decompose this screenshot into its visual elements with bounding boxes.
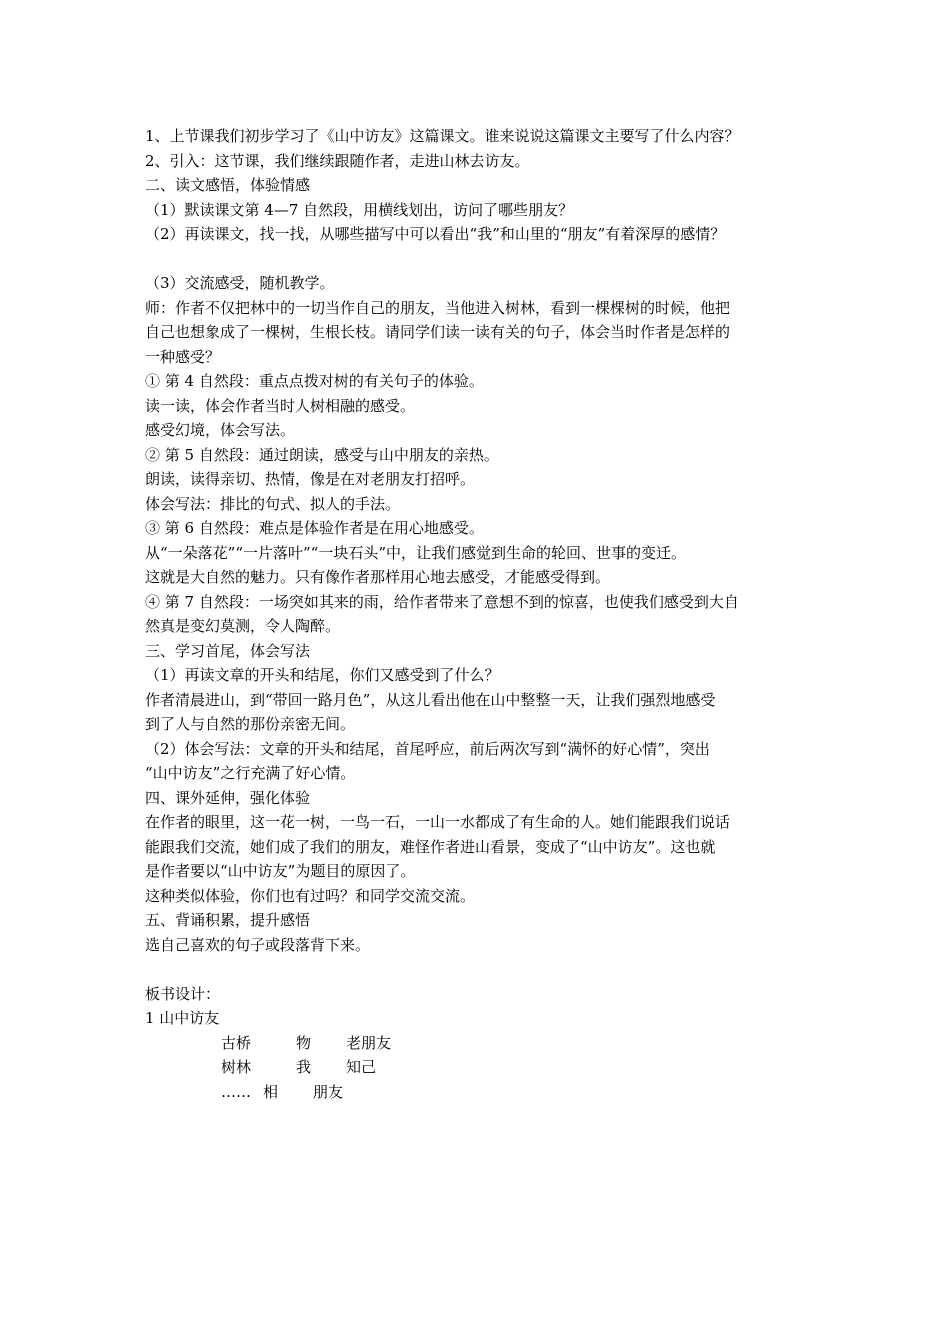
line-20: ④ 第 7 自然段：一场突如其来的雨，给作者带来了意想不到的惊喜，也使我们感受到大自 <box>145 592 739 611</box>
line-15: 朗读，读得亲切、热情，像是在对老朋友打招呼。 <box>145 470 476 488</box>
line-34: 选自己喜欢的句子或段落背下来。 <box>145 935 371 954</box>
blank-line <box>145 957 815 982</box>
line-25: 到了人与自然的那份亲密无间。 <box>145 715 356 733</box>
line-30: 能跟我们交流，她们成了我们的朋友，难怪作者进山看景，变成了“山中访友”。这也就 <box>145 837 716 856</box>
board-cell: 相 <box>263 1082 279 1101</box>
board-title: 1 山中访友 <box>145 1009 220 1027</box>
board-cell: 物 <box>296 1033 312 1052</box>
line-21: 然真是变幻莫测，令人陶醉。 <box>145 617 341 635</box>
board-cell: 树林 <box>221 1058 252 1076</box>
document-body <box>145 124 815 1104</box>
board-cell: 知己 <box>346 1058 377 1076</box>
section-heading-5: 五、背诵积累，提升感悟 <box>145 911 311 929</box>
board-cell: …… <box>221 1082 251 1101</box>
line-31: 是作者要以“山中访友”为题目的原因了。 <box>145 862 416 880</box>
board-cell: 古桥 <box>221 1033 252 1052</box>
line-8: 师：作者不仅把林中的一切当作自己的朋友，当他进入树林，看到一棵棵树的时候，他把 <box>145 298 731 317</box>
line-19: 这就是大自然的魅力。只有像作者那样用心地去感受，才能感受得到。 <box>145 568 611 586</box>
line-27: “山中访友”之行充满了好心情。 <box>145 764 356 782</box>
line-23: （1）再读文章的开头和结尾，你们又感受到了什么？ <box>145 666 500 684</box>
line-18: 从“一朵落花”“一片落叶”“一块石头”中，让我们感觉到生命的轮回、世事的变迁。 <box>145 543 687 562</box>
line-1: 1、上节课我们初步学习了《山中访友》这篇课文。谁来说说这篇课文主要写了什么内容？ <box>145 127 740 145</box>
line-24: 作者清晨进山，到“带回一路月色”，从这儿看出他在山中整整一天，让我们强烈地感受 <box>145 690 716 709</box>
section-heading-4: 四、课外延伸，强化体验 <box>145 788 311 807</box>
line-9: 自己也想象成了一棵树，生根长枝。请同学们读一读有关的句子，体会当时作者是怎样的 <box>145 323 731 341</box>
line-10: 一种感受？ <box>145 347 221 366</box>
section-heading-3: 三、学习首尾，体会写法 <box>145 641 311 660</box>
line-32: 这种类似体验，你们也有过吗？和同学交流交流。 <box>145 886 476 905</box>
board-cell: 我 <box>296 1058 312 1076</box>
line-26: （2）体会写法：文章的开头和结尾，首尾呼应，前后两次写到“满怀的好心情”，突出 <box>145 739 710 758</box>
board-row <box>145 1055 815 1080</box>
section-heading-2: 二、读文感悟，体验情感 <box>145 176 311 194</box>
line-14: ② 第 5 自然段：通过朗读，感受与山中朋友的亲热。 <box>145 445 499 464</box>
line-2: 2、引入：这节课，我们继续跟随作者，走进山林去访友。 <box>145 151 530 170</box>
line-17: ③ 第 6 自然段：难点是体验作者是在用心地感受。 <box>145 519 484 537</box>
line-16: 体会写法：排比的句式、拟人的手法。 <box>145 494 401 513</box>
line-7: （3）交流感受，随机教学。 <box>145 274 335 292</box>
board-row <box>145 1031 815 1056</box>
board-cell: 朋友 <box>313 1082 344 1101</box>
line-5: （2）再读课文，找一找，从哪些描写中可以看出“我”和山里的“朋友”有着深厚的感情？ <box>145 225 726 243</box>
line-13: 感受幻境，体会写法。 <box>145 421 296 439</box>
board-cell: 老朋友 <box>346 1033 392 1052</box>
blank-line <box>145 247 815 272</box>
line-4: （1）默读课文第 4—7 自然段，用横线划出，访问了哪些朋友？ <box>145 200 574 219</box>
line-12: 读一读，体会作者当时人树相融的感受。 <box>145 396 416 415</box>
board-row <box>145 1080 815 1105</box>
board-design-heading: 板书设计： <box>145 984 221 1003</box>
line-11: ① 第 4 自然段：重点点拨对树的有关句子的体验。 <box>145 372 484 390</box>
line-29: 在作者的眼里，这一花一树，一鸟一石，一山一水都成了有生命的人。她们能跟我们说话 <box>145 813 731 831</box>
